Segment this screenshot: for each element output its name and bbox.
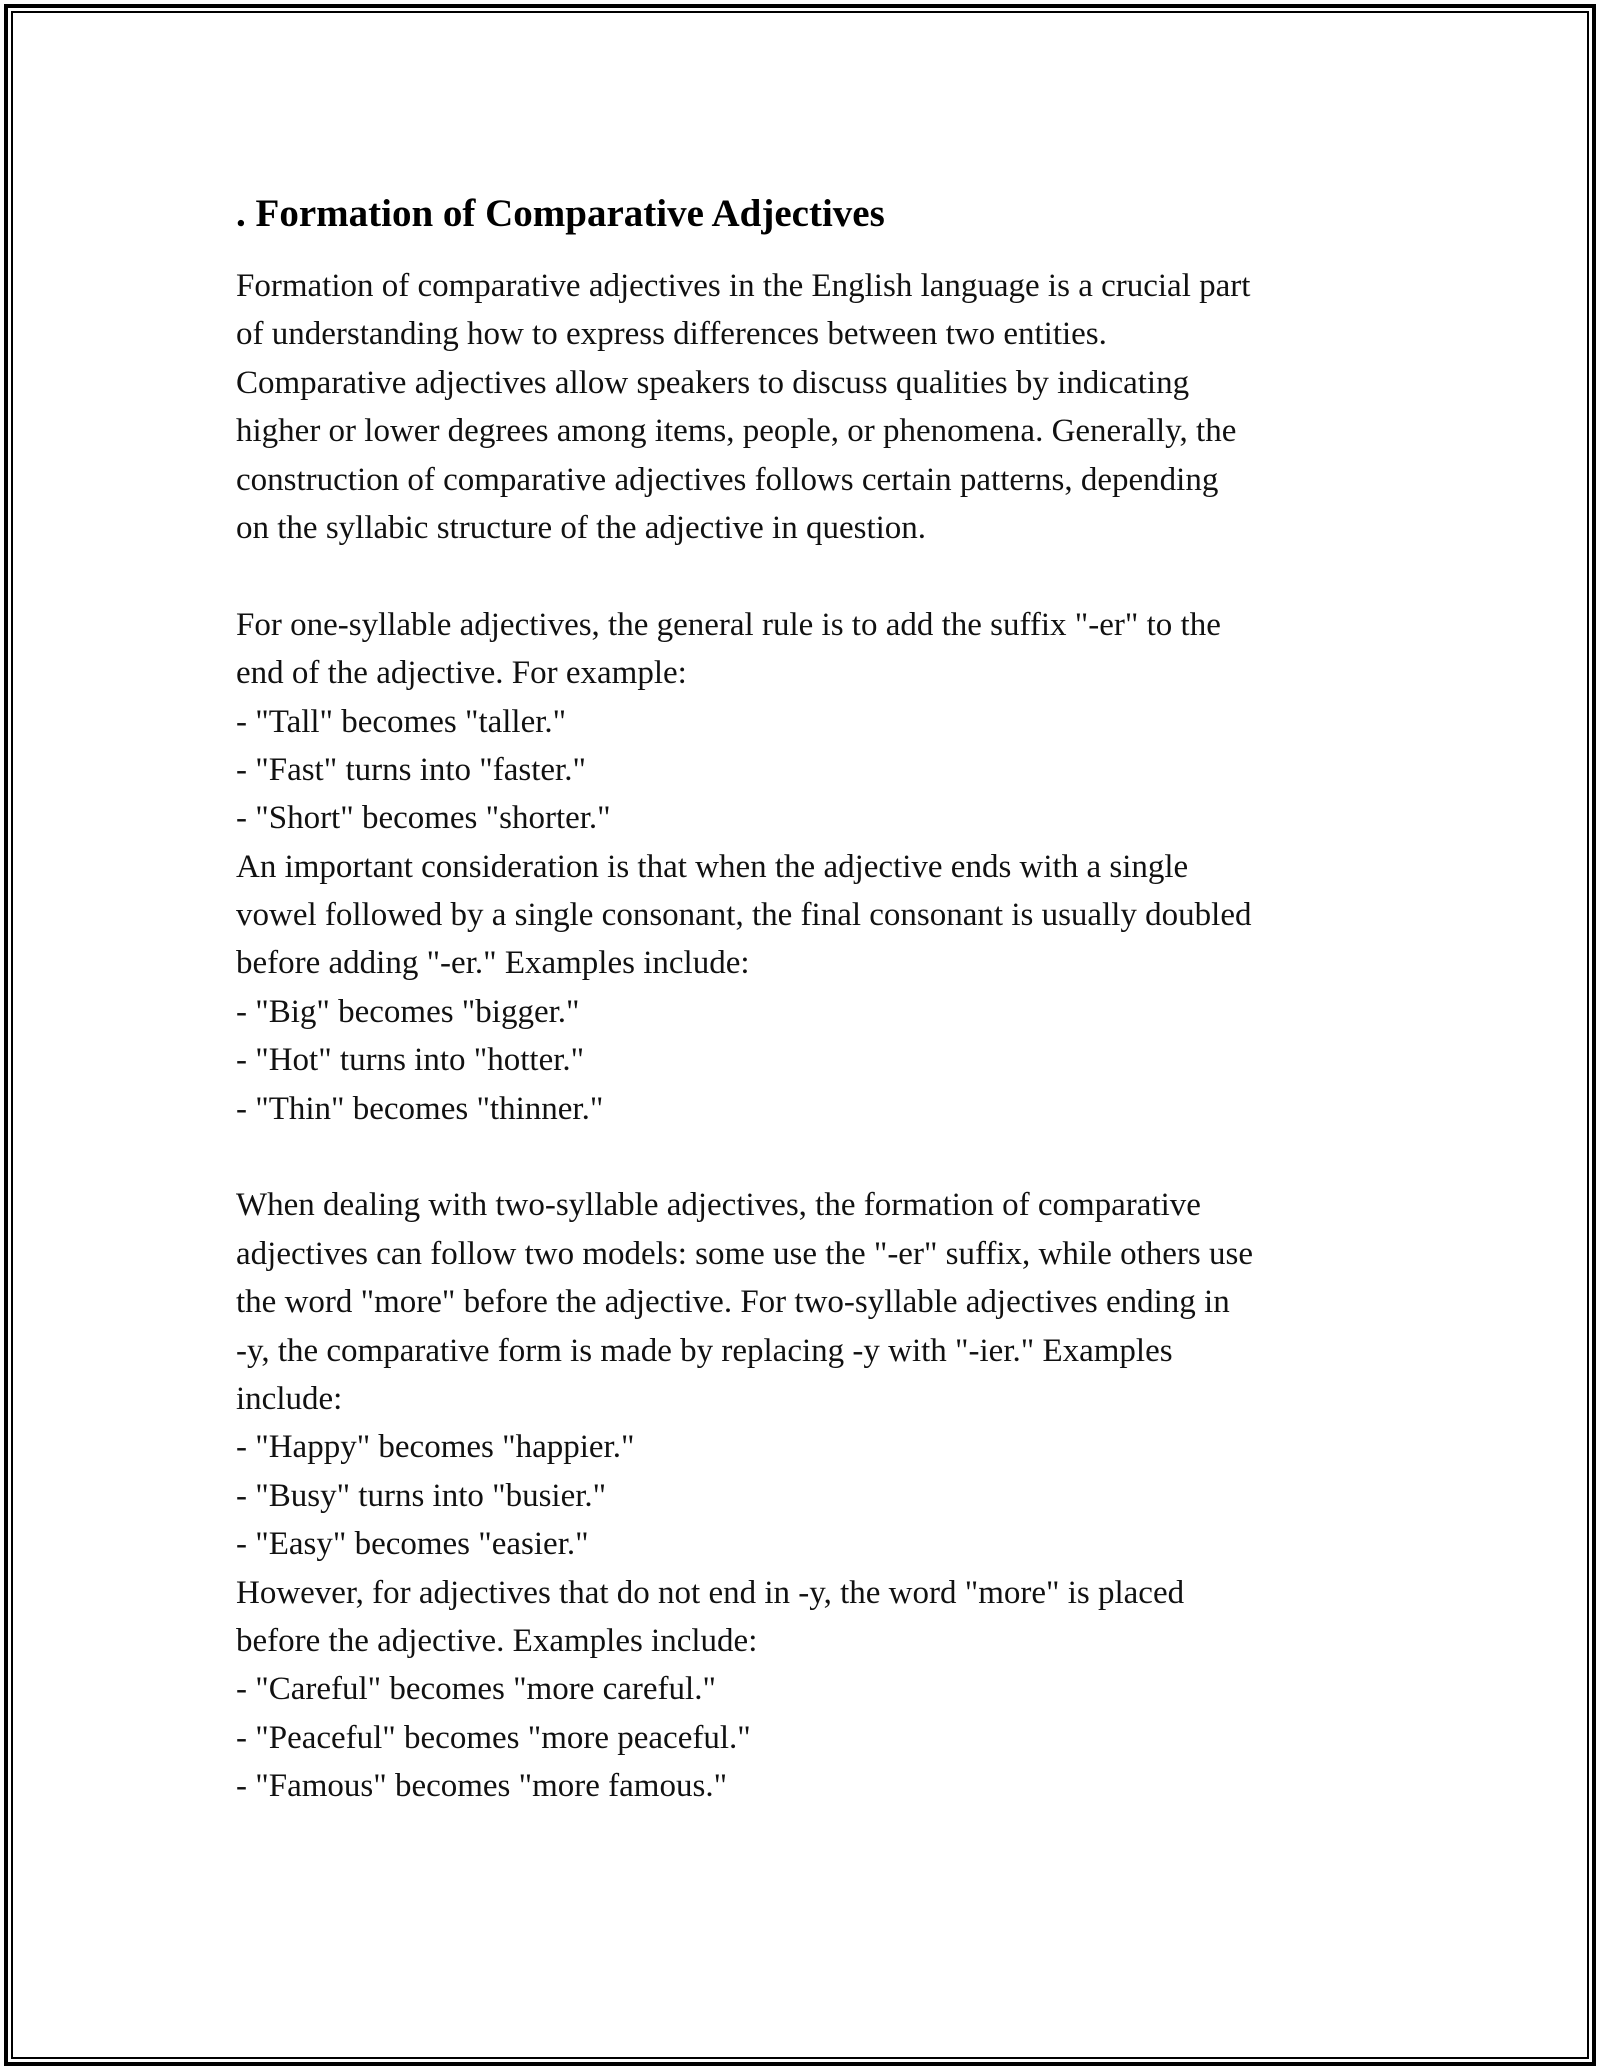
text-line: For one-syllable adjectives, the general rule is to add the suffix "-er" to the (236, 606, 1221, 643)
list-item: - "Big" becomes "bigger." (236, 993, 580, 1030)
list-item: - "Fast" turns into "faster." (236, 751, 586, 788)
text-line: Comparative adjectives allow speakers to discuss qualities by indicating (236, 364, 1190, 401)
document-text (236, 262, 1386, 1811)
list-item: - "Short" becomes "shorter." (236, 800, 611, 837)
list-item: - "Hot" turns into "hotter." (236, 1042, 585, 1079)
text-line: -y, the comparative form is made by replacing -y with "-ier." Examples (236, 1332, 1173, 1369)
text-line: When dealing with two-syllable adjectives, the formation of comparative (236, 1187, 1201, 1224)
text-line: construction of comparative adjectives follows certain patterns, depending (236, 461, 1219, 498)
text-line: Formation of comparative adjectives in the English language is a crucial part (236, 268, 1251, 304)
document-body (236, 186, 1386, 1811)
text-line: An important consideration is that when the adjective ends with a single (236, 848, 1189, 885)
list-item: - "Busy" turns into "busier." (236, 1477, 607, 1514)
text-line: on the syllabic structure of the adjective in question. (236, 509, 927, 546)
text-line: include: (236, 1380, 343, 1417)
list-item: - "Happy" becomes "happier." (236, 1429, 635, 1466)
text-line: higher or lower degrees among items, people, or phenomena. Generally, the (236, 413, 1237, 450)
text-line: adjectives can follow two models: some use the "-er" suffix, while others use (236, 1235, 1254, 1272)
list-item: - "Easy" becomes "easier." (236, 1526, 589, 1563)
text-line: before the adjective. Examples include: (236, 1622, 758, 1659)
text-line: before adding "-er." Examples include: (236, 945, 750, 982)
list-item: - "Tall" becomes "taller." (236, 703, 567, 740)
text-line: the word "more" before the adjective. For two-syllable adjectives ending in (236, 1284, 1230, 1321)
blank-line (236, 552, 1386, 600)
list-item: - "Careful" becomes "more careful." (236, 1671, 716, 1708)
text-line: of understanding how to express differences between two entities. (236, 316, 1107, 353)
blank-line (236, 1133, 1386, 1181)
list-item: - "Peaceful" becomes "more peaceful." (236, 1719, 751, 1756)
list-item: - "Famous" becomes "more famous." (236, 1768, 728, 1805)
text-line: end of the adjective. For example: (236, 655, 687, 692)
document-title: . Formation of Comparative Adjectives (236, 192, 885, 235)
text-line: vowel followed by a single consonant, the final consonant is usually doubled (236, 897, 1252, 934)
text-line: However, for adjectives that do not end in -y, the word "more" is placed (236, 1574, 1185, 1611)
list-item: - "Thin" becomes "thinner." (236, 1090, 604, 1127)
